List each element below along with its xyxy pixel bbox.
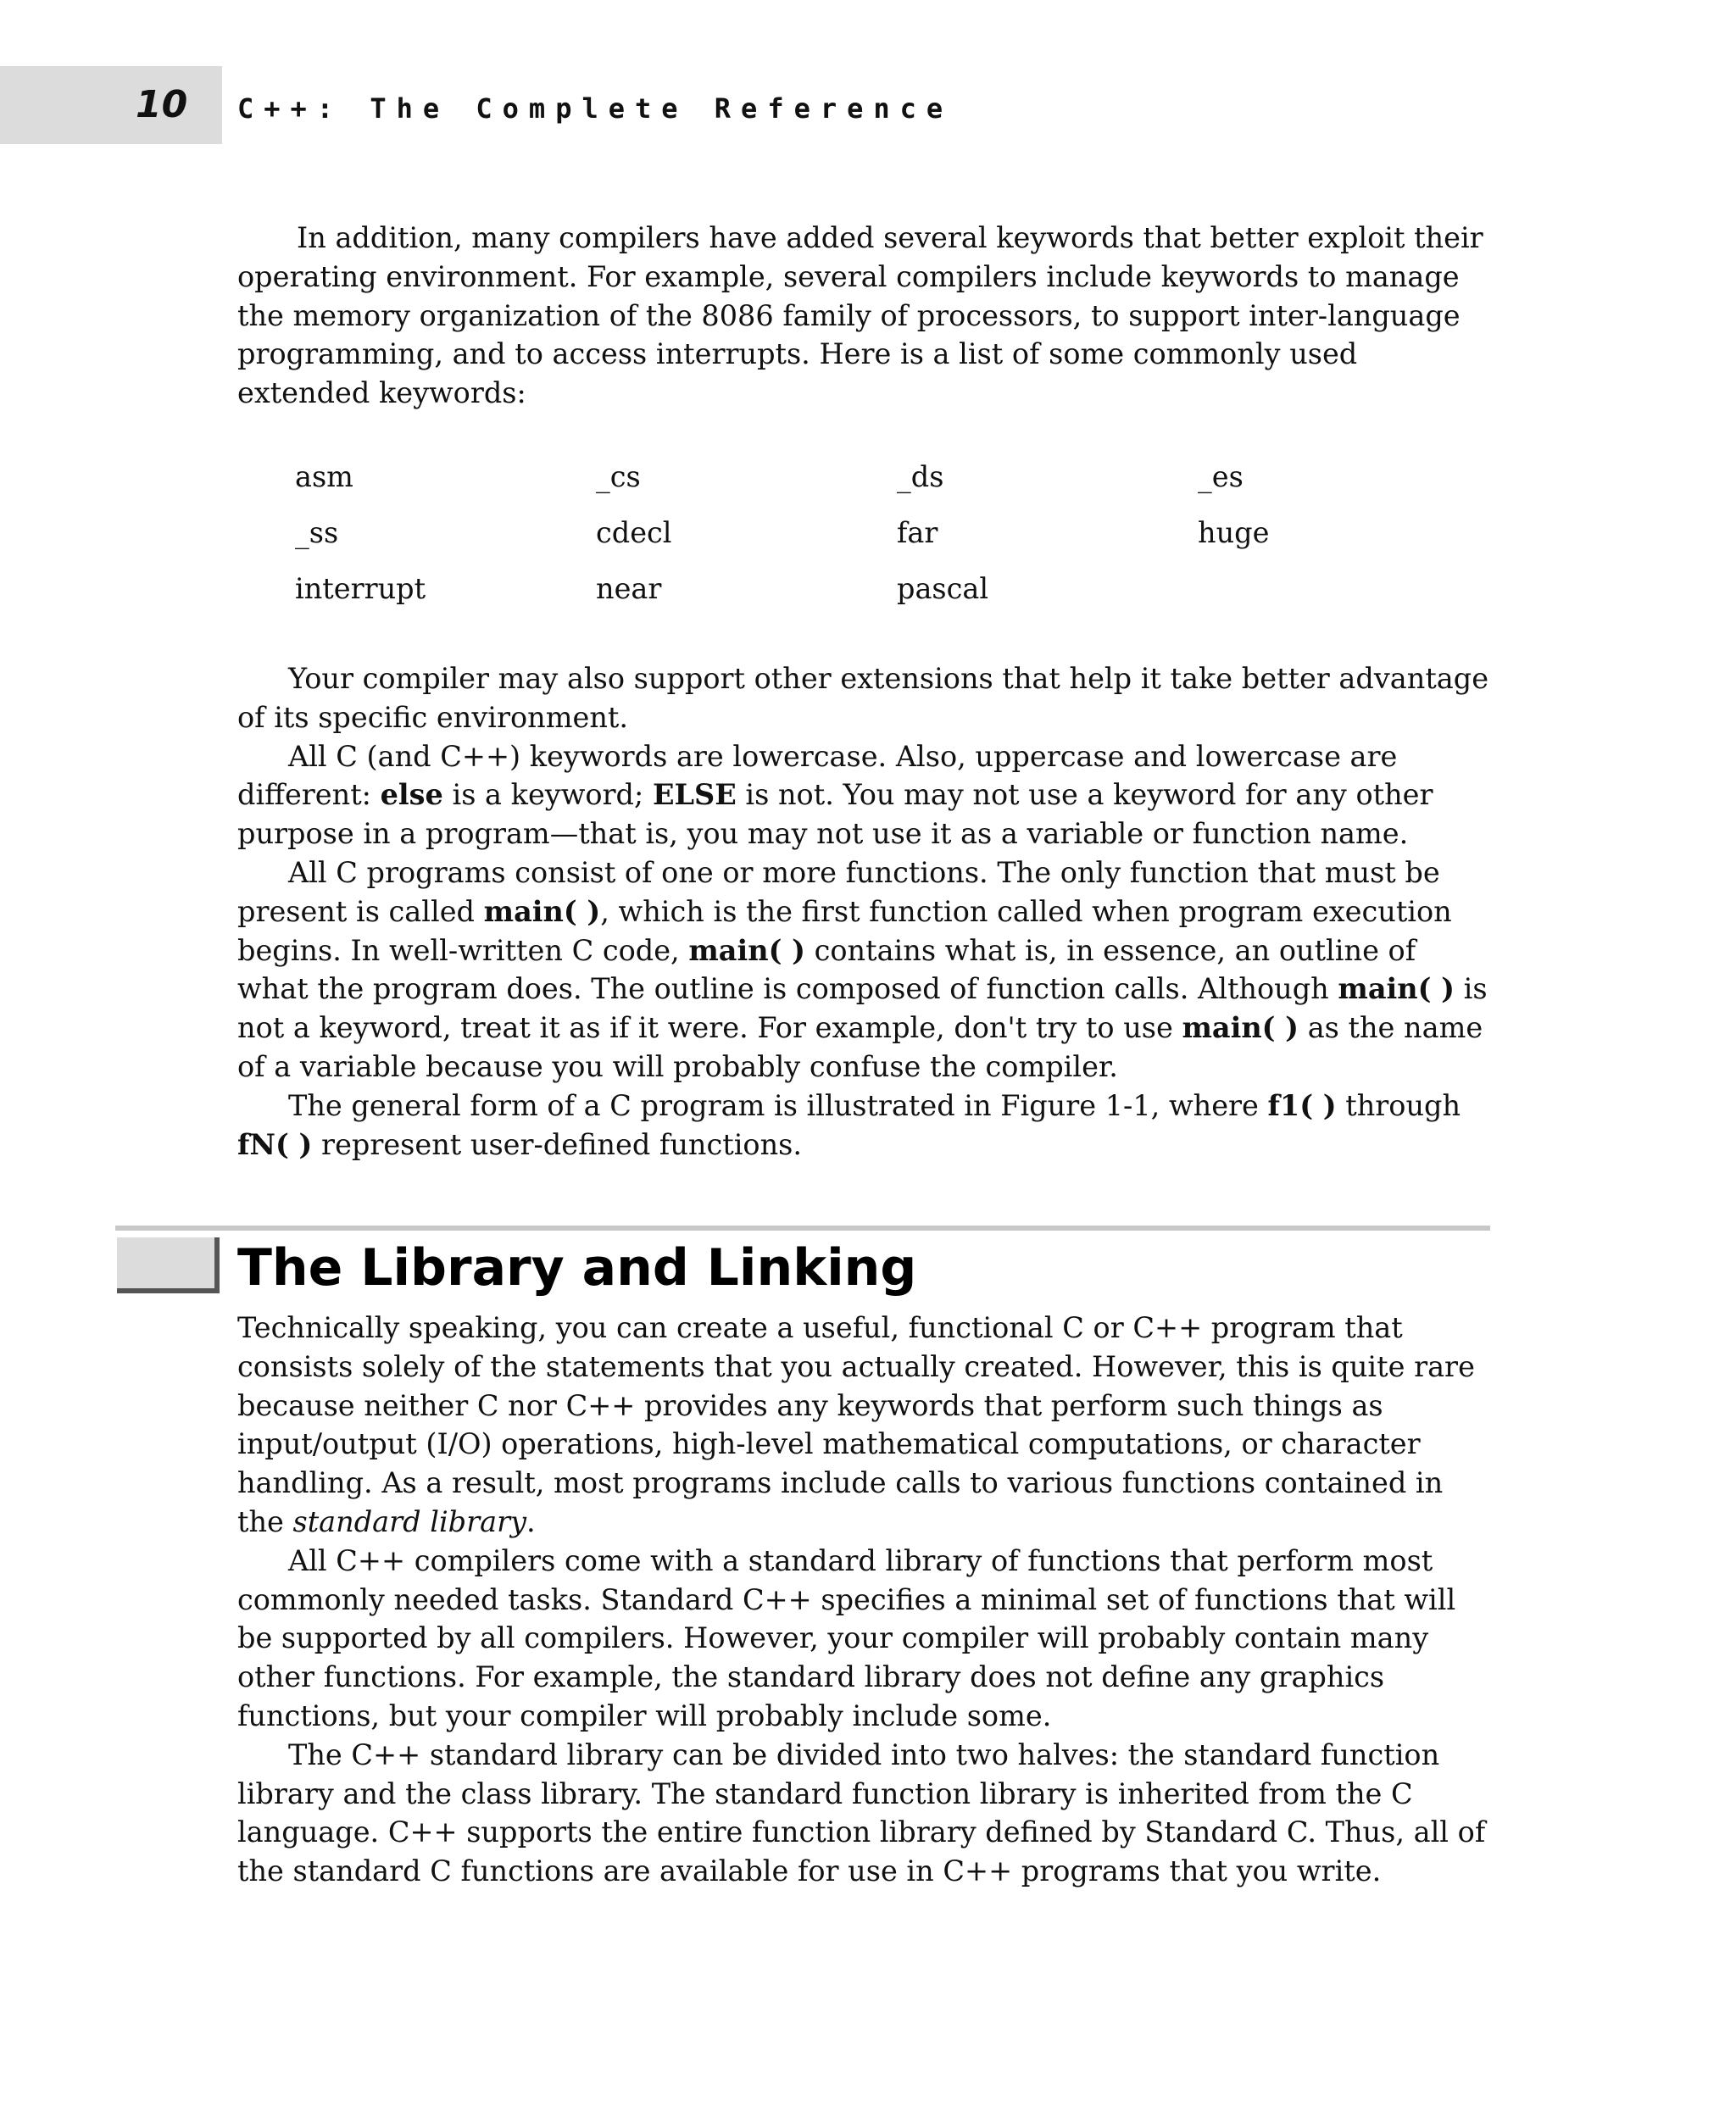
code-term: fN( )	[237, 1127, 313, 1161]
code-term: f1( )	[1267, 1088, 1337, 1122]
text-run: All C programs consist of one or more functions. The only function that must be present is called	[237, 855, 1440, 928]
code-term: main( )	[483, 894, 601, 928]
section-marker	[117, 1237, 220, 1293]
paragraph-main	[237, 853, 1492, 1087]
paragraph-library	[237, 1309, 1492, 1542]
text-run: The general form of a C program is illustrated in Figure 1-1, where	[288, 1088, 1268, 1122]
section-title: The Library and Linking	[237, 1238, 917, 1298]
text-run: is not a keyword, treat it as if it were. For example, don't try to use	[237, 972, 1488, 1045]
section-rule	[115, 1226, 1490, 1231]
page-number: 10	[136, 83, 188, 126]
paragraph-compilers: All C++ compilers come with a standard library of functions that perform most commonly needed tasks. Standard C++ specifies a minimal set of functions that will be supported by all compilers. However, your compiler will probably contain many other functions. For example, the standard library does not define any graphics functions, but your compiler will probably include some.	[237, 1543, 1456, 1732]
keyword-cell: huge	[1198, 516, 1270, 549]
emphasis-term: standard library	[292, 1504, 527, 1538]
intro-text	[237, 219, 1492, 413]
keyword-cell: interrupt	[295, 572, 426, 605]
code-term: main( )	[688, 933, 805, 967]
text-run: is a keyword;	[442, 778, 653, 812]
code-term: main( )	[1182, 1011, 1299, 1045]
keyword-cell: far	[897, 516, 938, 549]
text-run: is not. You may not use a keyword for any other purpose in a program—that is, you may not use it as a variable or function name.	[237, 778, 1433, 851]
keyword-cell	[1198, 570, 1499, 625]
paragraph-extensions: Your compiler may also support other extensions that help it take better advantage of its specific environment.	[237, 662, 1489, 734]
code-term: main( )	[1338, 972, 1455, 1006]
paragraph-general-form	[237, 1087, 1492, 1165]
keyword-row	[295, 570, 1499, 625]
keyword-cell: _es	[1198, 460, 1244, 493]
code-term: ELSE	[652, 778, 737, 812]
text-run: .	[526, 1504, 536, 1538]
text-run: through	[1336, 1088, 1461, 1122]
intro-paragraph: In addition, many compilers have added several keywords that better exploit their operating environment. For example, several compilers include keywords to manage the memory organization of the 8086 family of processors, to support inter-language programming, and to access interrupts. Here is a list of some commonly used extended keywords:	[237, 221, 1483, 410]
paragraph-halves: The C++ standard library can be divided into two halves: the standard function library and the class library. The standard function library is inherited from the C language. C++ supports the entire function library defined by Standard C. Thus, all of the standard C functions are available for use in C++ programs that you write.	[237, 1737, 1486, 1888]
body-text	[237, 659, 1492, 1164]
text-run: represent user-defined functions.	[312, 1127, 802, 1161]
section-text	[237, 1309, 1492, 1891]
header-tab	[0, 66, 222, 144]
text-run: Technically speaking, you can create a useful, functional C or C++ program that consists solely of the statements that you actually created. However, this is quite rare because neither C nor C++ provides any keywords that perform such things as input/output (I/O) operations, high-level mathematical computations, or character handling. As a result, most programs include calls to various functions contained in the	[237, 1311, 1475, 1538]
keyword-row	[295, 514, 1499, 570]
keyword-cell: _ds	[897, 460, 944, 493]
keyword-table	[295, 458, 1499, 625]
paragraph-lowercase	[237, 737, 1492, 853]
running-title: C++: The Complete Reference	[237, 92, 954, 125]
text-run: , which is the first function called when program execution begins. In well-written C code,	[237, 894, 1452, 967]
keyword-cell: _ss	[295, 516, 339, 549]
keyword-cell: near	[596, 572, 662, 605]
keyword-cell: asm	[295, 460, 353, 493]
keyword-cell: cdecl	[596, 516, 672, 549]
keyword-cell: pascal	[897, 572, 989, 605]
keyword-row	[295, 458, 1499, 514]
keyword-cell: _cs	[596, 460, 641, 493]
text-run: contains what is, in essence, an outline of what the program does. The outline is composed of function calls. Although	[237, 933, 1416, 1006]
code-term: else	[380, 778, 443, 812]
text-run: as the name of a variable because you will probably confuse the compiler.	[237, 1011, 1483, 1083]
text-run: All C (and C++) keywords are lowercase. Also, uppercase and lowercase are different:	[237, 739, 1398, 812]
